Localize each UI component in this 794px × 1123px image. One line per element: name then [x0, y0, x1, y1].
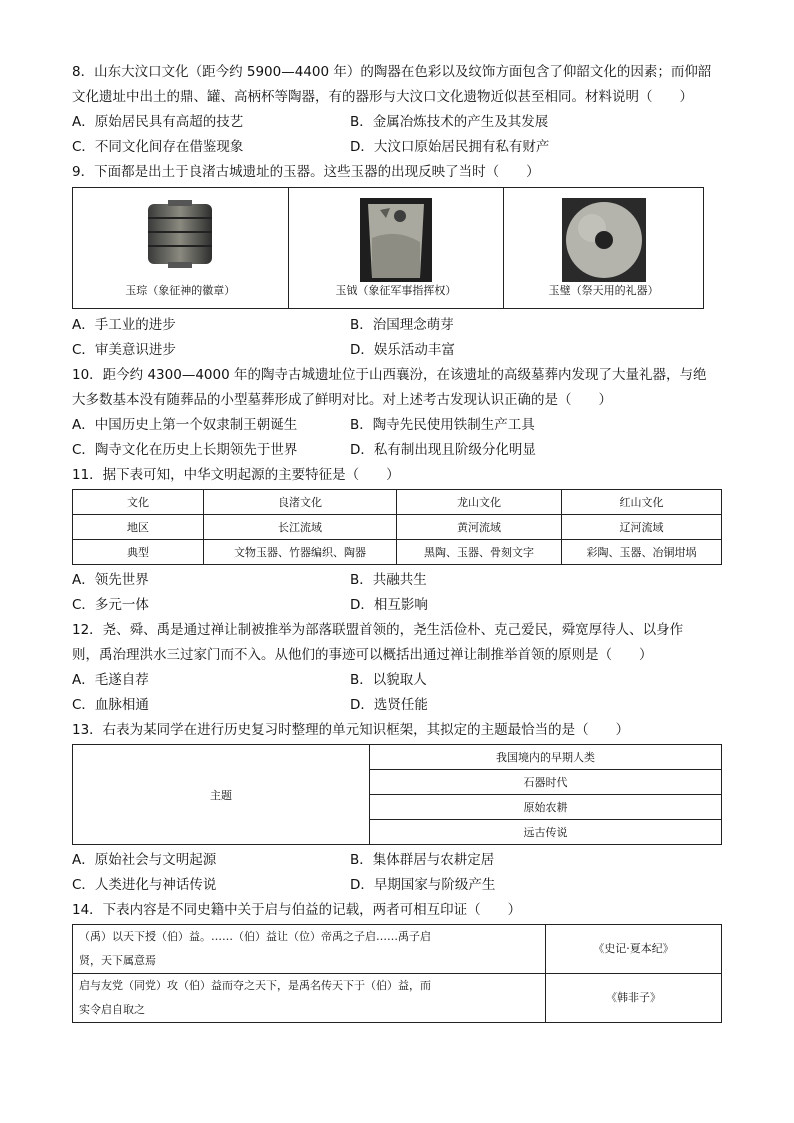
table-cell: 文物玉器、竹器编织、陶器 [204, 540, 397, 565]
table-cell: 地区 [73, 515, 204, 540]
table-cell: 文化 [73, 490, 204, 515]
table-cell: 典型 [73, 540, 204, 565]
table-row [73, 490, 722, 515]
q10-options [72, 413, 722, 463]
q9-option-b: B．治国理念萌芽 [350, 317, 454, 333]
theme-cell: 主题 [73, 745, 370, 845]
jade-bi-image [562, 198, 646, 282]
q8-option-d: D．大汶口原始居民拥有私有财产 [350, 139, 550, 155]
q9-options [72, 313, 722, 363]
q8-option-c: C．不同文化间存在借鉴现象 [72, 139, 244, 155]
jade-cong-image [140, 198, 220, 270]
table-row [73, 974, 722, 1023]
q11-option-c: C．多元一体 [72, 597, 149, 613]
q10-stem-line2: 大多数基本没有随葬品的小型墓葬形成了鲜明对比。对上述考古发现认识正确的是（ ） [72, 392, 612, 408]
q10-stem-line1: 10．距今约 4300—4000 年的陶寺古城遗址位于山西襄汾，在该遗址的高级墓葬内发现了大量礼器，与绝 [72, 367, 707, 383]
q11-option-a: A．领先世界 [72, 572, 149, 588]
table-cell: 红山文化 [562, 490, 722, 515]
q12-stem-line1: 12．尧、舜、禹是通过禅让制被推举为部落联盟首领的，尧生活俭朴、克己爱民，舜宽厚待人、以身作 [72, 622, 684, 638]
table-cell: 远古传说 [370, 820, 722, 845]
q9-option-a: A．手工业的进步 [72, 317, 176, 333]
table-cell: 良渚文化 [204, 490, 397, 515]
q14-records-table [72, 924, 722, 1023]
q12-options [72, 668, 722, 718]
q13-option-b: B．集体群居与农耕定居 [350, 852, 495, 868]
q10-option-b: B．陶寺先民使用铁制生产工具 [350, 417, 535, 433]
q10-option-c: C．陶寺文化在历史上长期领先于世界 [72, 442, 298, 458]
q8-options [72, 110, 722, 160]
q11-culture-table [72, 489, 722, 565]
q8-stem-line1: 8．山东大汶口文化（距今约 5900—4400 年）的陶器在色彩以及纹饰方面包含了仰韶文化的因素；而仰韶 [72, 64, 712, 80]
record-text-line: 实令启自取之 [79, 1003, 145, 1016]
record-text-line: （禹）以天下授（伯）益。……（伯）益让（位）帝禹之子启……禹子启 [79, 930, 431, 943]
jade-yue-image [360, 198, 432, 282]
q10-option-d: D．私有制出现且阶级分化明显 [350, 442, 536, 458]
table-row [73, 540, 722, 565]
q12-option-d: D．选贤任能 [350, 697, 428, 713]
q11-option-b: B．共融共生 [350, 572, 427, 588]
record-source-cell: 《史记·夏本纪》 [546, 925, 722, 974]
jade-yue-caption: 玉钺（象征军事指挥权） [335, 284, 457, 297]
table-cell: 长江流域 [204, 515, 397, 540]
table-cell: 石器时代 [370, 770, 722, 795]
jade-bi-caption: 玉璧（祭天用的礼器） [548, 284, 659, 297]
table-cell: 辽河流域 [562, 515, 722, 540]
q9-image-table [72, 187, 704, 309]
jade-cong-cell [73, 188, 289, 309]
table-cell: 原始农耕 [370, 795, 722, 820]
table-cell: 黑陶、玉器、骨刻文字 [397, 540, 562, 565]
record-text-cell [73, 925, 546, 974]
q12-option-c: C．血脉相通 [72, 697, 149, 713]
q11-stem: 11．据下表可知，中华文明起源的主要特征是（ ） [72, 467, 400, 483]
table-row [73, 515, 722, 540]
table-cell: 龙山文化 [397, 490, 562, 515]
table-cell: 彩陶、玉器、冶铜坩埚 [562, 540, 722, 565]
record-text-line: 启与友党（同党）攻（伯）益而夺之天下，是禹名传天下于（伯）益，而 [79, 979, 431, 992]
record-source-cell: 《韩非子》 [546, 974, 722, 1023]
exam-page [72, 60, 722, 1023]
table-row [73, 925, 722, 974]
jade-yue-cell [288, 188, 504, 309]
q10-option-a: A．中国历史上第一个奴隶制王朝诞生 [72, 417, 298, 433]
record-text-line: 贤，天下属意焉 [79, 954, 156, 967]
q9-option-d: D．娱乐活动丰富 [350, 342, 455, 358]
q13-stem: 13．右表为某同学在进行历史复习时整理的单元知识框架，其拟定的主题最恰当的是（ ） [72, 722, 630, 738]
table-row [73, 745, 722, 770]
q9-option-c: C．审美意识进步 [72, 342, 176, 358]
q13-option-c: C．人类进化与神话传说 [72, 877, 217, 893]
q12-option-b: B．以貌取人 [350, 672, 427, 688]
q8-stem-line2: 文化遗址中出土的鼎、罐、高柄杯等陶器，有的器形与大汶口文化遗物近似甚至相同。材料说明（ ） [72, 89, 693, 105]
q12-stem-line2: 则，禹治理洪水三过家门而不入。从他们的事迹可以概括出通过禅让制推举首领的原则是（ ） [72, 647, 653, 663]
q14-stem: 14．下表内容是不同史籍中关于启与伯益的记载，两者可相互印证（ ） [72, 902, 522, 918]
q11-options [72, 568, 722, 618]
jade-bi-cell [504, 188, 704, 309]
q11-option-d: D．相互影响 [350, 597, 428, 613]
q13-framework-table [72, 744, 722, 845]
q13-options [72, 848, 722, 898]
record-text-cell [73, 974, 546, 1023]
q13-option-a: A．原始社会与文明起源 [72, 852, 217, 868]
table-cell: 我国境内的早期人类 [370, 745, 722, 770]
q8-option-b: B．金属冶炼技术的产生及其发展 [350, 114, 549, 130]
q8-option-a: A．原始居民具有高超的技艺 [72, 114, 244, 130]
q12-option-a: A．毛遂自荐 [72, 672, 149, 688]
q9-stem: 9．下面都是出土于良渚古城遗址的玉器。这些玉器的出现反映了当时（ ） [72, 164, 540, 180]
q13-option-d: D．早期国家与阶级产生 [350, 877, 496, 893]
jade-cong-caption: 玉琮（象征神的徽章） [125, 284, 236, 297]
table-cell: 黄河流域 [397, 515, 562, 540]
